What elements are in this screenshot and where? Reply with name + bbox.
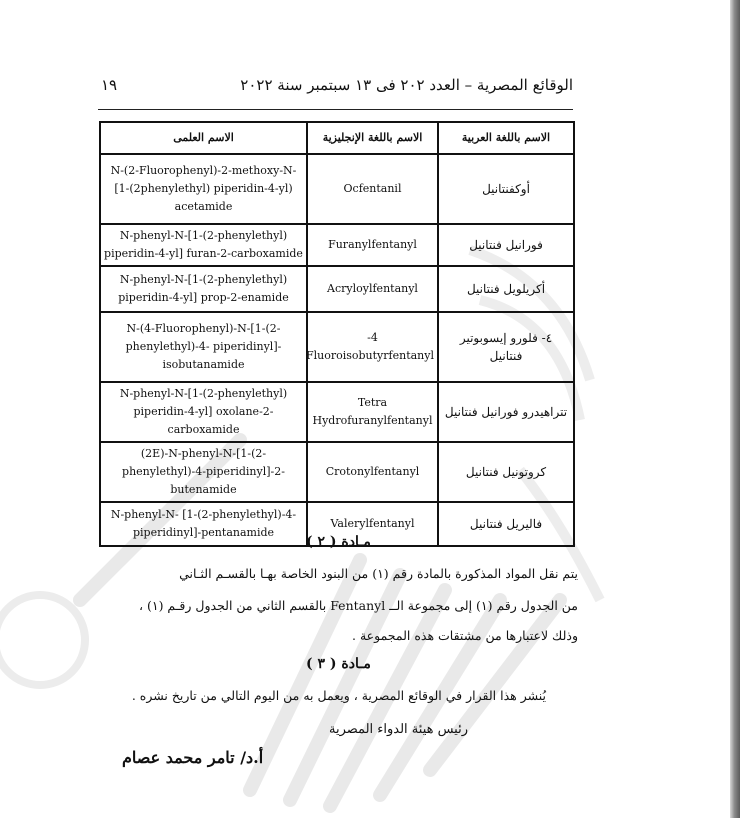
- cell-english: Valerylfentanyl: [307, 502, 438, 546]
- cell-scientific: (2E)-N-phenyl-N-[1-(2-phenylethyl)-4-piperidinyl]-2-butenamide: [100, 442, 307, 502]
- cell-english: Furanylfentanyl: [307, 224, 438, 266]
- cell-english: Ocfentanil: [307, 154, 438, 224]
- cell-arabic: فاليريل فنتانيل: [438, 502, 574, 546]
- cell-english: 4-Fluoroisobutyrfentanyl: [307, 312, 438, 382]
- header-rule: [98, 109, 573, 110]
- cell-scientific: N-phenyl-N-[1-(2-phenylethyl) piperidin-4-yl] oxolane-2-carboxamide: [100, 382, 307, 442]
- cell-arabic: أكريلويل فنتانيل: [438, 266, 574, 312]
- cell-arabic: ٤- فلورو إيسوبوتير فنتانيل: [438, 312, 574, 382]
- signer-title: رئيس هيئة الدواء المصرية: [329, 722, 468, 737]
- cell-scientific: N-phenyl-N- [1-(2-phenylethyl)-4-piperidinyl]-pentanamide: [100, 502, 307, 546]
- column-header-english: الاسم باللغة الإنجليزية: [307, 122, 438, 154]
- cell-scientific: N-phenyl-N-[1-(2-phenylethyl) piperidin-4-yl] furan-2-carboxamide: [100, 224, 307, 266]
- table-row: [100, 224, 574, 266]
- column-header-scientific: الاسم العلمى: [100, 122, 307, 154]
- article-3-line-1: يُنشر هذا القرار في الوقائع المصرية ، ويعمل به من اليوم التالي من تاريخ نشره .: [131, 688, 546, 703]
- cell-scientific: N-(4-Fluorophenyl)-N-[1-(2-phenylethyl)-4- piperidinyl]-isobutanamide: [100, 312, 307, 382]
- page-edge-shadow: [730, 0, 740, 818]
- cell-scientific: N-phenyl-N-[1-(2-phenylethyl) piperidin-4-yl] prop-2-enamide: [100, 266, 307, 312]
- page-header: [98, 76, 573, 98]
- cell-scientific: N-(2-Fluorophenyl)-2-methoxy-N-[1-(2phenylethyl) piperidin-4-yl) acetamide: [100, 154, 307, 224]
- article-2-line-1: يتم نقل المواد المذكورة بالمادة رقم (١) من البنود الخاصة بهـا بالقسـم الثـاني: [179, 566, 578, 581]
- cell-english: Tetra Hydrofuranylfentanyl: [307, 382, 438, 442]
- cell-arabic: تتراهيدرو فورانيل فنتانيل: [438, 382, 574, 442]
- table-row: [100, 312, 574, 382]
- table-row: [100, 266, 574, 312]
- table-header-row: [100, 122, 574, 154]
- cell-arabic: أوكفنتانيل: [438, 154, 574, 224]
- article-2-heading: مـادة ( ٢ ): [306, 534, 371, 550]
- column-header-arabic: الاسم باللغة العربية: [438, 122, 574, 154]
- cell-english: Crotonylfentanyl: [307, 442, 438, 502]
- table-row: [100, 382, 574, 442]
- signer-name: أ.د/ تامر محمد عصام: [122, 748, 264, 767]
- article-2-line-2: من الجدول رقم (١) إلى مجموعة الــ Fentanyl بالقسم الثاني من الجدول رقـم (١) ،: [138, 598, 578, 613]
- cell-arabic: كروتونيل فنتانيل: [438, 442, 574, 502]
- cell-arabic: فورانيل فنتانيل: [438, 224, 574, 266]
- header-title: الوقائع المصرية – العدد ٢٠٢ فى ١٣ سبتمبر سنة ٢٠٢٢: [240, 76, 573, 94]
- table-row: [100, 442, 574, 502]
- substances-table: [99, 121, 575, 547]
- article-2-line-3: وذلك لاعتبارها من مشتقات هذه المجموعة .: [352, 628, 578, 643]
- table-row: [100, 154, 574, 224]
- page-number: ١٩: [101, 76, 118, 94]
- article-3-heading: مـادة ( ٣ ): [306, 656, 371, 672]
- cell-english: Acryloylfentanyl: [307, 266, 438, 312]
